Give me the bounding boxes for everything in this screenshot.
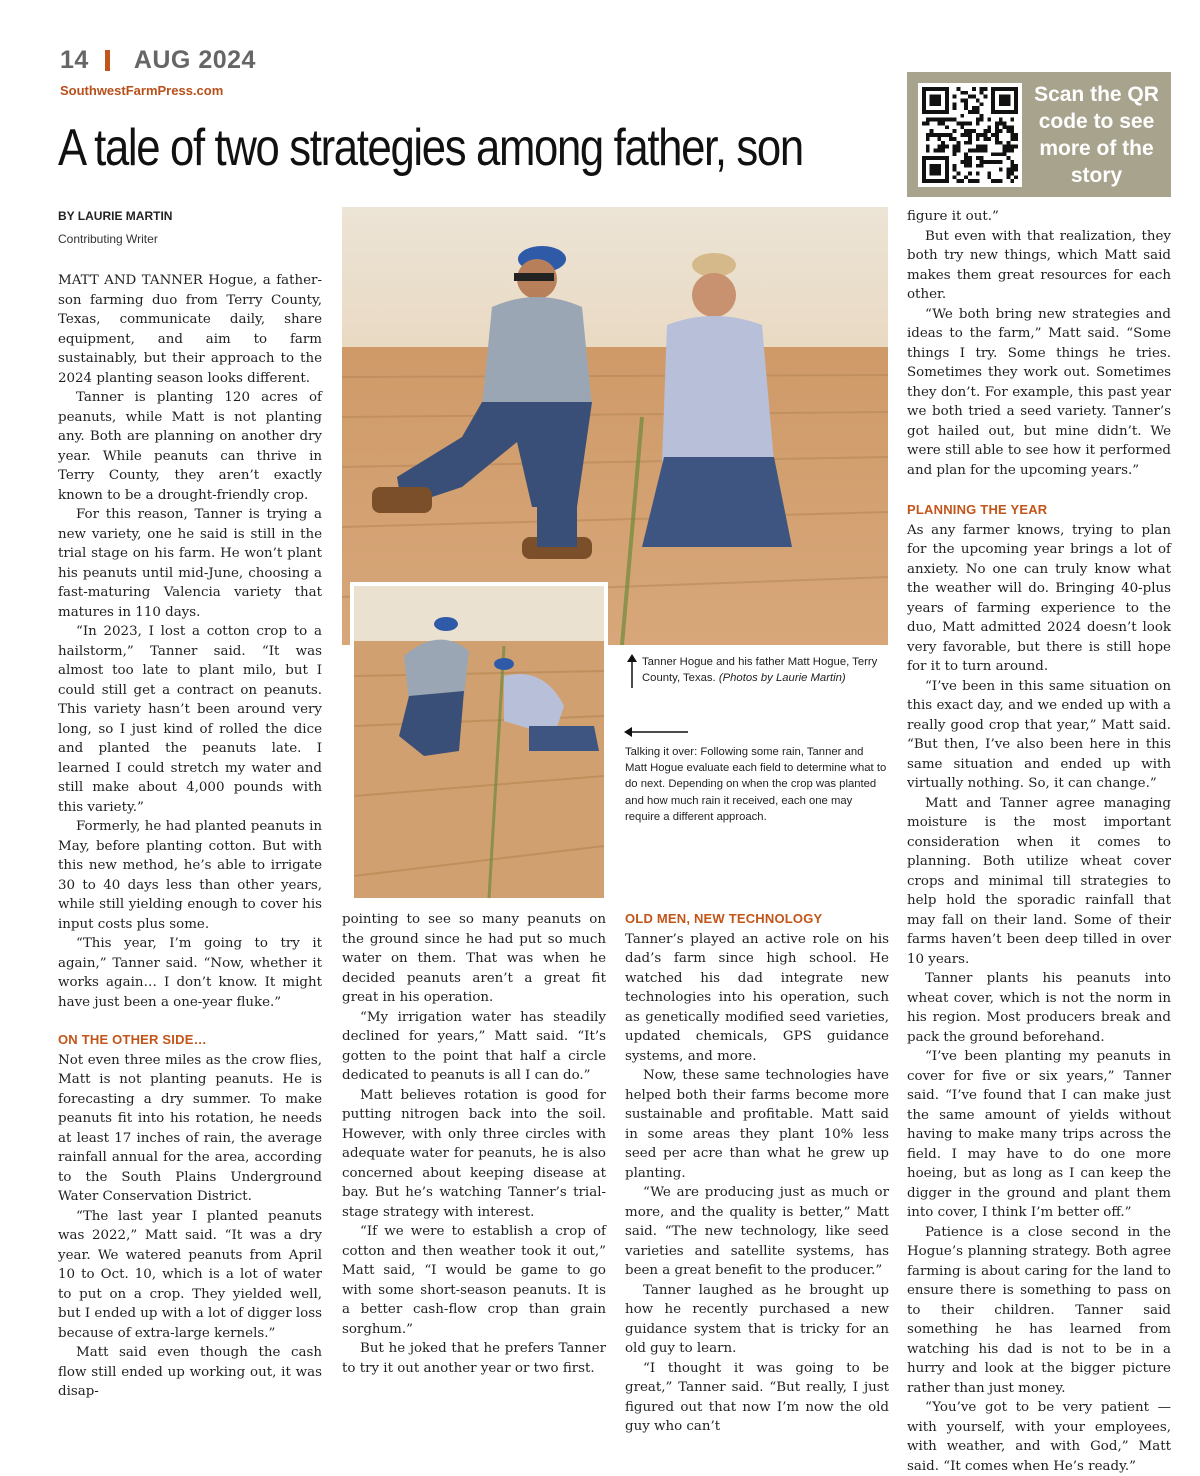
page-number: 14 — [60, 46, 89, 74]
byline-author: BY LAURIE MARTIN — [58, 209, 173, 223]
page-header — [60, 46, 460, 98]
paragraph: “I’ve been planting my peanuts in cover for five or six years,” Tanner said. “I’ve found that I can make just the same amount of yields without having to make many trips across the field. I may have to do one more hoeing, but as long as I can keep the digger in the ground and plant them into cover, I think I’m better off.” — [907, 1049, 1171, 1220]
qr-code-icon[interactable] — [918, 83, 1022, 187]
arrow-left-icon — [624, 726, 688, 738]
paragraph: pointing to see so many peanuts on the ground since he had put so much water on them. That was when he decided peanuts aren’t a great fit great in his operation. — [342, 912, 606, 1005]
paragraph: Matt believes rotation is good for putting nitrogen back into the soil. However, with only three circles with adequate water for peanuts, he is also concerned about keeping disease at bay. But he’s watching Tanner’s trial-stage strategy with interest. — [342, 1087, 606, 1220]
paragraph: MATT AND TANNER Hogue, a father-son farming duo from Terry County, Texas, communicate daily, share equipment, and aim to farm sustainably, but their approach to the 2024 planting season looks different. — [58, 273, 322, 386]
paragraph: Now, these same technologies have helped both their farms become more sustainable and profitable. Matt said in some areas they plant 10% less seed per acre than what he grew up planting. — [625, 1068, 889, 1181]
section-heading-planning: PLANNING THE YEAR — [907, 502, 1048, 517]
article-column-3 — [625, 909, 889, 1437]
paragraph: “We both bring new strategies and ideas to the farm,” Matt said. “Some things I try. Some things he tries. Sometimes they work out. Sometimes they don’t. For example, this past year we both tried a seed variety. Tanner’s got hailed out, but mine didn’t. We were still able to see how it performed and plan for the upcoming years.” — [907, 306, 1171, 478]
issue-date: AUG 2024 — [133, 46, 256, 74]
folio — [60, 46, 460, 75]
main-photo-caption — [626, 654, 888, 688]
paragraph: But even with that realization, they both try new things, which Matt said makes them great resources for each other. — [907, 228, 1171, 302]
byline-role: Contributing Writer — [58, 231, 158, 246]
site-link[interactable]: SouthwestFarmPress.com — [60, 83, 224, 98]
paragraph: Not even three miles as the crow flies, Matt is not planting peanuts. He is forecasting a dry summer. To make peanuts fit into his rotation, he needs at least 17 inches of rain, the average rainfall annual for the area, according to the South Plains Underground Water Conservation District. — [58, 1052, 322, 1204]
inset-photo-talking-it-over — [350, 582, 608, 902]
article-column-2 — [342, 910, 606, 1378]
headline: A tale of two strategies among father, son — [58, 119, 803, 177]
paragraph: Matt and Tanner agree managing moisture is the most important consideration when it comes to planning. Both utilize wheat cover crops and minimal till strategies to help hold the sporadic rainfall that may fall on their land. Some of their farms haven’t been deep tilled in over 10 years. — [907, 795, 1171, 967]
paragraph: As any farmer knows, trying to plan for the upcoming year brings a lot of anxiety. No one can truly know what the weather will do. Bringing 40-plus years of farming experience to the duo, Matt admitted 2024 doesn’t look very favorable, but there is still hope for it to turn around. — [907, 522, 1171, 674]
inset-photo-caption: Talking it over: Following some rain, Tanner and Matt Hogue evaluate each field to determine what to do next. Depending on when the crop was planted and how much rain it received, each one may require a different approach. — [625, 746, 887, 823]
paragraph: figure it out.” — [907, 209, 999, 224]
article-column-4 — [907, 207, 1171, 1476]
folio-divider — [105, 50, 110, 71]
paragraph: “I’ve been in this same situation on this exact day, and we ended up with a really good crop that year,” Matt said. “But then, I’ve also been here in this same situation and ended up with virtually nothing. So, it can change.” — [907, 678, 1171, 791]
caption-text: Tanner Hogue and his father Matt Hogue, Terry County, Texas. — [642, 656, 878, 684]
photo-credit: (Photos by Laurie Martin) — [718, 672, 846, 684]
paragraph: “We are producing just as much or more, and the quality is better,” Matt said. “The new technology, like seed varieties and satellite systems, has been a great benefit to the producer.” — [625, 1185, 889, 1278]
paragraph: “In 2023, I lost a cotton crop to a hailstorm,” Tanner said. “It was almost too late to plant milo, but I could still get a contract on peanuts. This variety hasn’t been around very long, so I just kind of rolled the dice and planted the peanuts late. I learned I could stretch my water and still make about 4,000 pounds with this variety.” — [58, 624, 322, 815]
paragraph: Patience is a close second in the Hogue’s planning strategy. Both agree farming is about caring for the land to ensure there is something to pass on to their children. Tanner said something he has learned from watching his dad is not to be in a hurry and look at the bigger picture rather than just money. — [907, 1224, 1171, 1396]
paragraph: Tanner laughed as he brought up how he recently purchased a new guidance system that is tricky for an old guy to learn. — [625, 1282, 889, 1356]
article-column-1 — [58, 207, 322, 1402]
qr-callout-text: Scan the QR code to see more of the story — [1034, 82, 1159, 187]
paragraph: But he joked that he prefers Tanner to try it out another year or two first. — [342, 1341, 606, 1376]
qr-callout[interactable] — [907, 72, 1171, 197]
paragraph: For this reason, Tanner is trying a new variety, one he said is still in the trial stage on his farm. He won’t plant his peanuts until mid-June, choosing a fast-maturing Valencia variety that matures in 110 days. — [58, 507, 322, 620]
paragraph: Tanner is planting 120 acres of peanuts, while Matt is not planting any. Both are planning on another dry year. While peanuts can thrive in Terry County, they aren’t exactly known to be a drought-friendly crop. — [58, 390, 322, 503]
paragraph: “If we were to establish a crop of cotton and then weather took it out,” Matt said, “I would be game to go with some short-season peanuts. It is a better cash-flow crop than grain sorghum.” — [342, 1224, 606, 1337]
paragraph: Matt said even though the cash flow still ended up working out, it was disap- — [58, 1345, 322, 1399]
paragraph: “You’ve got to be very patient — with yourself, with your employees, with weather, and with God,” Matt said. “It comes when He’s ready.” — [907, 1400, 1171, 1474]
section-heading-other-side: ON THE OTHER SIDE… — [58, 1032, 207, 1047]
paragraph: “My irrigation water has steadily declined for years,” Matt said. “It’s gotten to the point that half a circle dedicated to peanuts is all I can do.” — [342, 1009, 606, 1083]
paragraph: Tanner’s played an active role on his dad’s farm since high school. He watched his dad integrate new technologies into his operation, such as genetically modified seed varieties, updated chemicals, GPS guidance systems, and more. — [625, 931, 889, 1064]
arrow-up-icon — [626, 654, 638, 688]
main-photo-tanner-and-matt — [342, 207, 888, 645]
section-heading-old-men: OLD MEN, NEW TECHNOLOGY — [625, 911, 823, 926]
paragraph: “I thought it was going to be great,” Tanner said. “But really, I just figured out that now I’m now the old guy who can’t — [625, 1360, 889, 1434]
paragraph: “This year, I’m going to try it again,” Tanner said. “Now, whether it works again… I don’t know. It might have just been a one-year fluke.” — [58, 936, 322, 1010]
paragraph: Formerly, he had planted peanuts in May, before planting cotton. But with this new method, he’s able to irrigate 30 to 40 days less than other years, while still yielding enough to cover his input costs plus some. — [58, 819, 322, 932]
paragraph: “The last year I planted peanuts was 2022,” Matt said. “It was a dry year. We watered peanuts from April 10 to Oct. 10, which is a lot of water to put on a crop. They yielded well, but I ended up with a lot of digger loss because of extra-large kernels.” — [58, 1208, 322, 1341]
paragraph: Tanner plants his peanuts into wheat cover, which is not the norm in his region. Most producers break and pack the ground beforehand. — [907, 971, 1171, 1045]
